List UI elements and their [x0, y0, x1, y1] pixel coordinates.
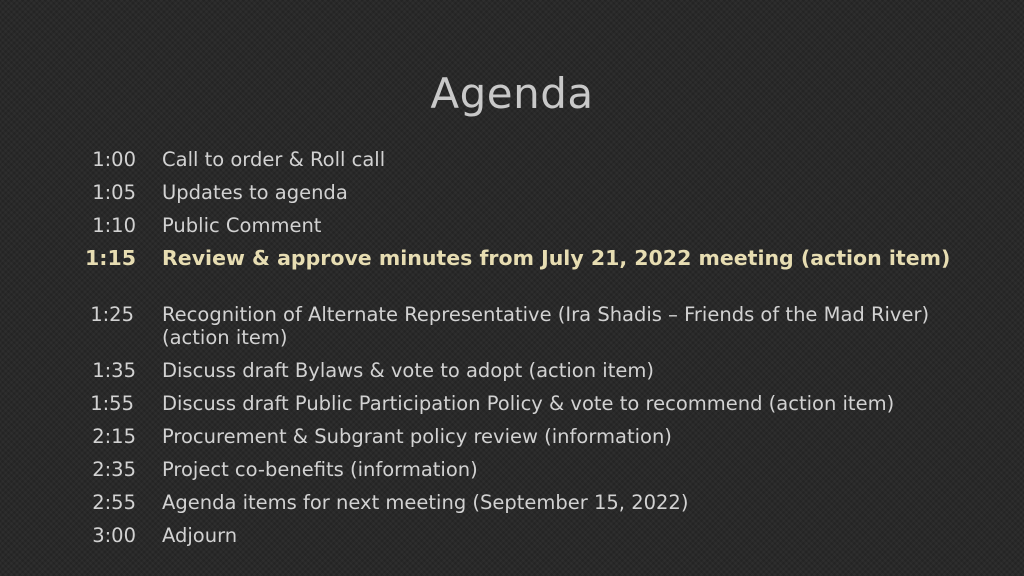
agenda-item: [0, 179, 1024, 212]
agenda-text: Public Comment: [162, 214, 322, 237]
agenda-list: [0, 146, 1024, 555]
agenda-item: [0, 423, 1024, 456]
agenda-text: Project co-benefits (information): [162, 458, 478, 481]
agenda-item: [0, 357, 1024, 390]
slide-title: Agenda: [430, 69, 594, 118]
agenda-item: [0, 390, 1024, 423]
agenda-time: 1:10: [92, 214, 136, 237]
agenda-item: [0, 212, 1024, 245]
agenda-time: 1:25: [90, 303, 134, 326]
agenda-text: Discuss draft Bylaws & vote to adopt (action item): [162, 359, 654, 382]
agenda-item: [0, 146, 1024, 179]
agenda-item: [0, 489, 1024, 522]
agenda-text: Adjourn: [162, 524, 238, 547]
agenda-item: [0, 301, 1024, 357]
agenda-text: Call to order & Roll call: [162, 148, 386, 171]
agenda-time: 3:00: [92, 524, 136, 547]
agenda-item: [0, 456, 1024, 489]
agenda-text: Updates to agenda: [162, 181, 348, 204]
agenda-time: 2:35: [92, 458, 136, 481]
agenda-text: Agenda items for next meeting (September 15, 2022): [162, 491, 689, 514]
agenda-time: 2:55: [92, 491, 136, 514]
agenda-time: 1:35: [92, 359, 136, 382]
agenda-text: Recognition of Alternate Representative (Ira Shadis – Friends of the Mad River) (action item): [162, 303, 930, 349]
agenda-item-highlighted: [0, 245, 1024, 301]
agenda-time: 1:15: [85, 246, 136, 270]
agenda-item: [0, 522, 1024, 555]
agenda-time: 1:00: [92, 148, 136, 171]
agenda-time: 1:55: [90, 392, 134, 415]
agenda-text: Discuss draft Public Participation Policy & vote to recommend (action item): [162, 392, 895, 415]
agenda-time: 1:05: [92, 181, 136, 204]
agenda-text: Procurement & Subgrant policy review (information): [162, 425, 672, 448]
agenda-time: 2:15: [92, 425, 136, 448]
agenda-text: Review & approve minutes from July 21, 2022 meeting (action item): [162, 246, 951, 270]
